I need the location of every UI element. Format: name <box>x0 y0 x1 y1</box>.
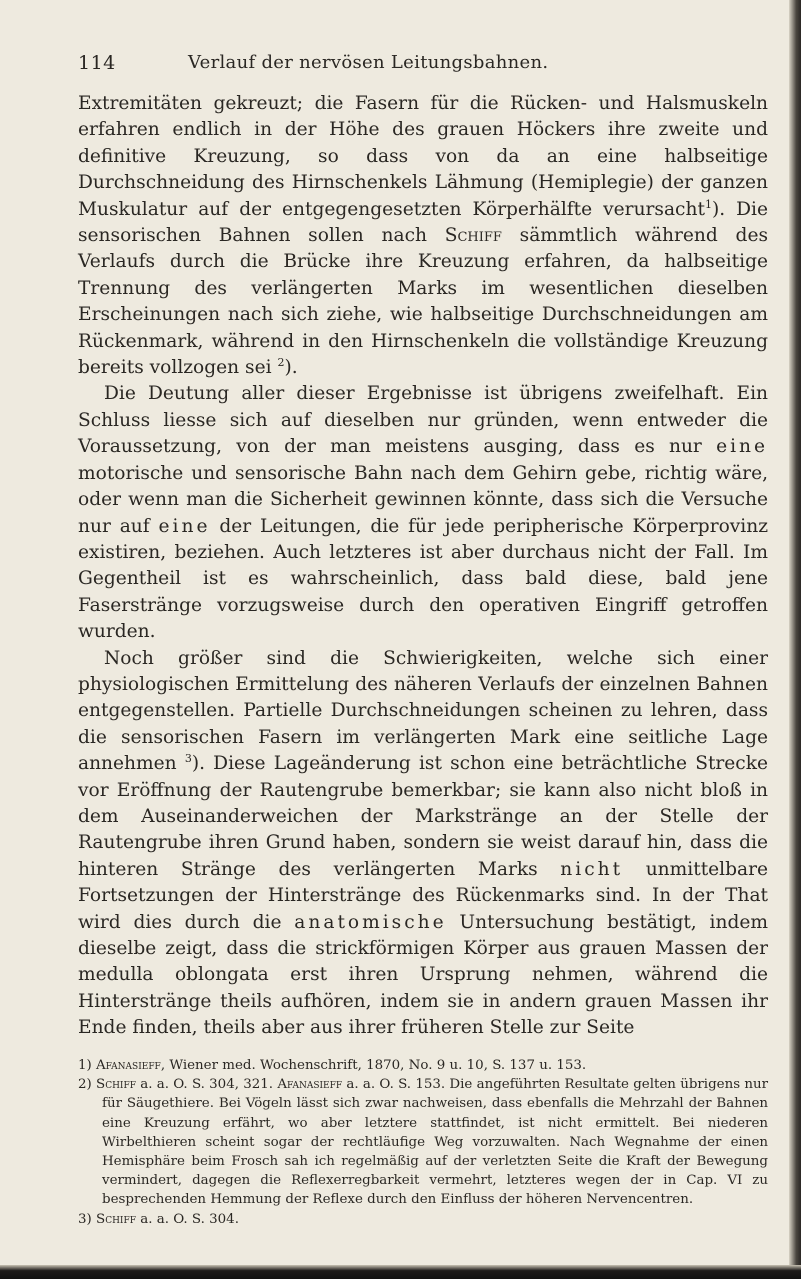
emphasized-word: anatomische <box>294 911 447 933</box>
text-run: motorische und sensorische Bahn nach dem Gehirn gebe, richtig wäre, oder wenn man die Sicherheit gewinnen könnte, dass sich die Versuche nur auf <box>78 462 768 537</box>
text-run: a. a. O. S. 304, 321. <box>135 1077 278 1093</box>
text-run: sämmtlich während des Verlaufs durch die Brücke ihre Kreuzung erfahren, da halbseitige Trennung des verlängerten Marks im wesentlichen dieselben Erscheinungen nach sich ziehe, wie halbseitige Durchschneidungen am Rückenmark, während in den Hirnschenkeln die vollständige Kreuzung bereits vollzogen sei <box>78 225 768 379</box>
emphasized-word: nicht <box>560 858 624 880</box>
text-run: ). Die sensorischen Bahnen sollen nach <box>78 198 769 247</box>
page-bottom-shadow <box>0 1265 801 1279</box>
page-edge-shadow <box>789 0 801 1279</box>
text-run: der Leitungen, die für jede peripherische Körperprovinz existiren, beziehen. Auch letzteres ist aber durchaus nicht der Fall. Im Gegentheil ist es wahrscheinlich, dass bald diese, bald jene Faserstränge vorzugsweise durch den operativen Eingriff getroffen wurden. <box>78 515 768 643</box>
footnote-marker: 2 <box>277 355 285 369</box>
footnote <box>78 1075 768 1209</box>
text-run: Extremitäten gekreuzt; die Fasern für die Rücken- und Halsmuskeln erfahren endlich in der Höhe des grauen Höckers ihre zweite und definitive Kreuzung, so dass von da an eine halbseitige Durchschneidung des Hirnschenkels Lähmung (Hemiplegie) der ganzen Muskulatur auf der entgegengesetzten Körperhälfte verursacht <box>78 93 768 220</box>
footnote <box>78 1056 768 1075</box>
author-name: Schiff <box>96 1077 136 1093</box>
text-run: a. a. O. S. 153. Die angeführten Resultate gelten übrigens nur für Säugethiere. Bei Vögeln lässt sich zwar nachweisen, dass ebenfalls die Mehrzahl der Bahnen eine Kreuzung erfährt, wo aber letztere stattfindet, ist nicht ermittelt. Bei niederen Wirbelthieren scheint sogar der rechtläufige Weg vorzuwalten. Nach Wegnahme der einen Hemisphäre beim Frosch sah ich regelmäßig auf der verletzten Seite die Kraft der Bewegung vermindert, dagegen die Reflexerregbarkeit vermehrt, letzteres wegen der in Cap. VI zu besprechenden Hemmung der Reflexe durch den Einfluss der höheren Nervencentren. <box>102 1077 768 1208</box>
text-run: 3) <box>78 1211 97 1227</box>
emphasized-word: eine <box>158 515 211 537</box>
author-name: Afanasieff <box>96 1058 161 1073</box>
footnotes <box>78 1056 768 1229</box>
body-text <box>78 91 768 1042</box>
paragraph <box>78 91 768 381</box>
author-name: Afanasieff <box>277 1077 343 1093</box>
emphasized-word: eine <box>716 436 768 458</box>
footnote-marker: 1 <box>704 197 712 211</box>
running-title: Verlauf der nervösen Leitungsbahnen. <box>188 52 549 73</box>
text-run: unmittelbare Fortsetzungen der Hinterstränge des Rückenmarks sind. In der That wird dies durch die <box>78 858 768 933</box>
text-run: Noch größer sind die Schwierigkeiten, welche sich einer physiologischen Ermittelung des näheren Verlaufs der einzelnen Bahnen entgegenstellen. Partielle Durchschneidungen scheinen zu lehren, dass die sensorischen Fasern im verlängerten Mark eine seitliche Lage annehmen <box>78 647 768 775</box>
text-run: 2) <box>78 1077 97 1093</box>
text-run: Die Deutung aller dieser Ergebnisse ist übrigens zweifelhaft. Ein Schluss liesse sich auf dieselben nur gründen, wenn entweder die Voraussetzung, von der man meistens ausging, dass es nur <box>78 383 768 458</box>
text-run: ). <box>284 357 298 379</box>
author-name: Schiff <box>444 225 502 247</box>
page-header <box>78 52 768 82</box>
footnote-marker: 3 <box>184 751 192 765</box>
footnote <box>78 1210 768 1229</box>
paragraph <box>78 646 768 1042</box>
text-run: Untersuchung bestätigt, indem dieselbe zeigt, dass die strickförmigen Körper aus grauen Massen der medulla oblongata erst ihren Ursprung nehmen, während die Hinterstränge theils aufhören, indem sie in andern grauen Massen ihr Ende finden, theils aber aus ihrer früheren Stelle zur Seite <box>78 911 768 1039</box>
text-run: ). Diese Lageänderung ist schon eine beträchtliche Strecke vor Eröffnung der Rautengrube bemerkbar; sie kann also nicht bloß in dem Auseinanderweichen der Markstränge an der Stelle der Rautengrube ihren Grund haben, sondern sie weist darauf hin, dass die hinteren Stränge des verlängerten Marks <box>78 753 768 880</box>
text-run: 1) <box>78 1058 97 1073</box>
text-run: , Wiener med. Wochenschrift, 1870, No. 9 u. 10, S. 137 u. 153. <box>160 1058 587 1073</box>
paragraph <box>78 381 768 645</box>
page-number: 114 <box>78 52 116 74</box>
author-name: Schiff <box>96 1211 136 1227</box>
text-run: a. a. O. S. 304. <box>135 1211 239 1227</box>
